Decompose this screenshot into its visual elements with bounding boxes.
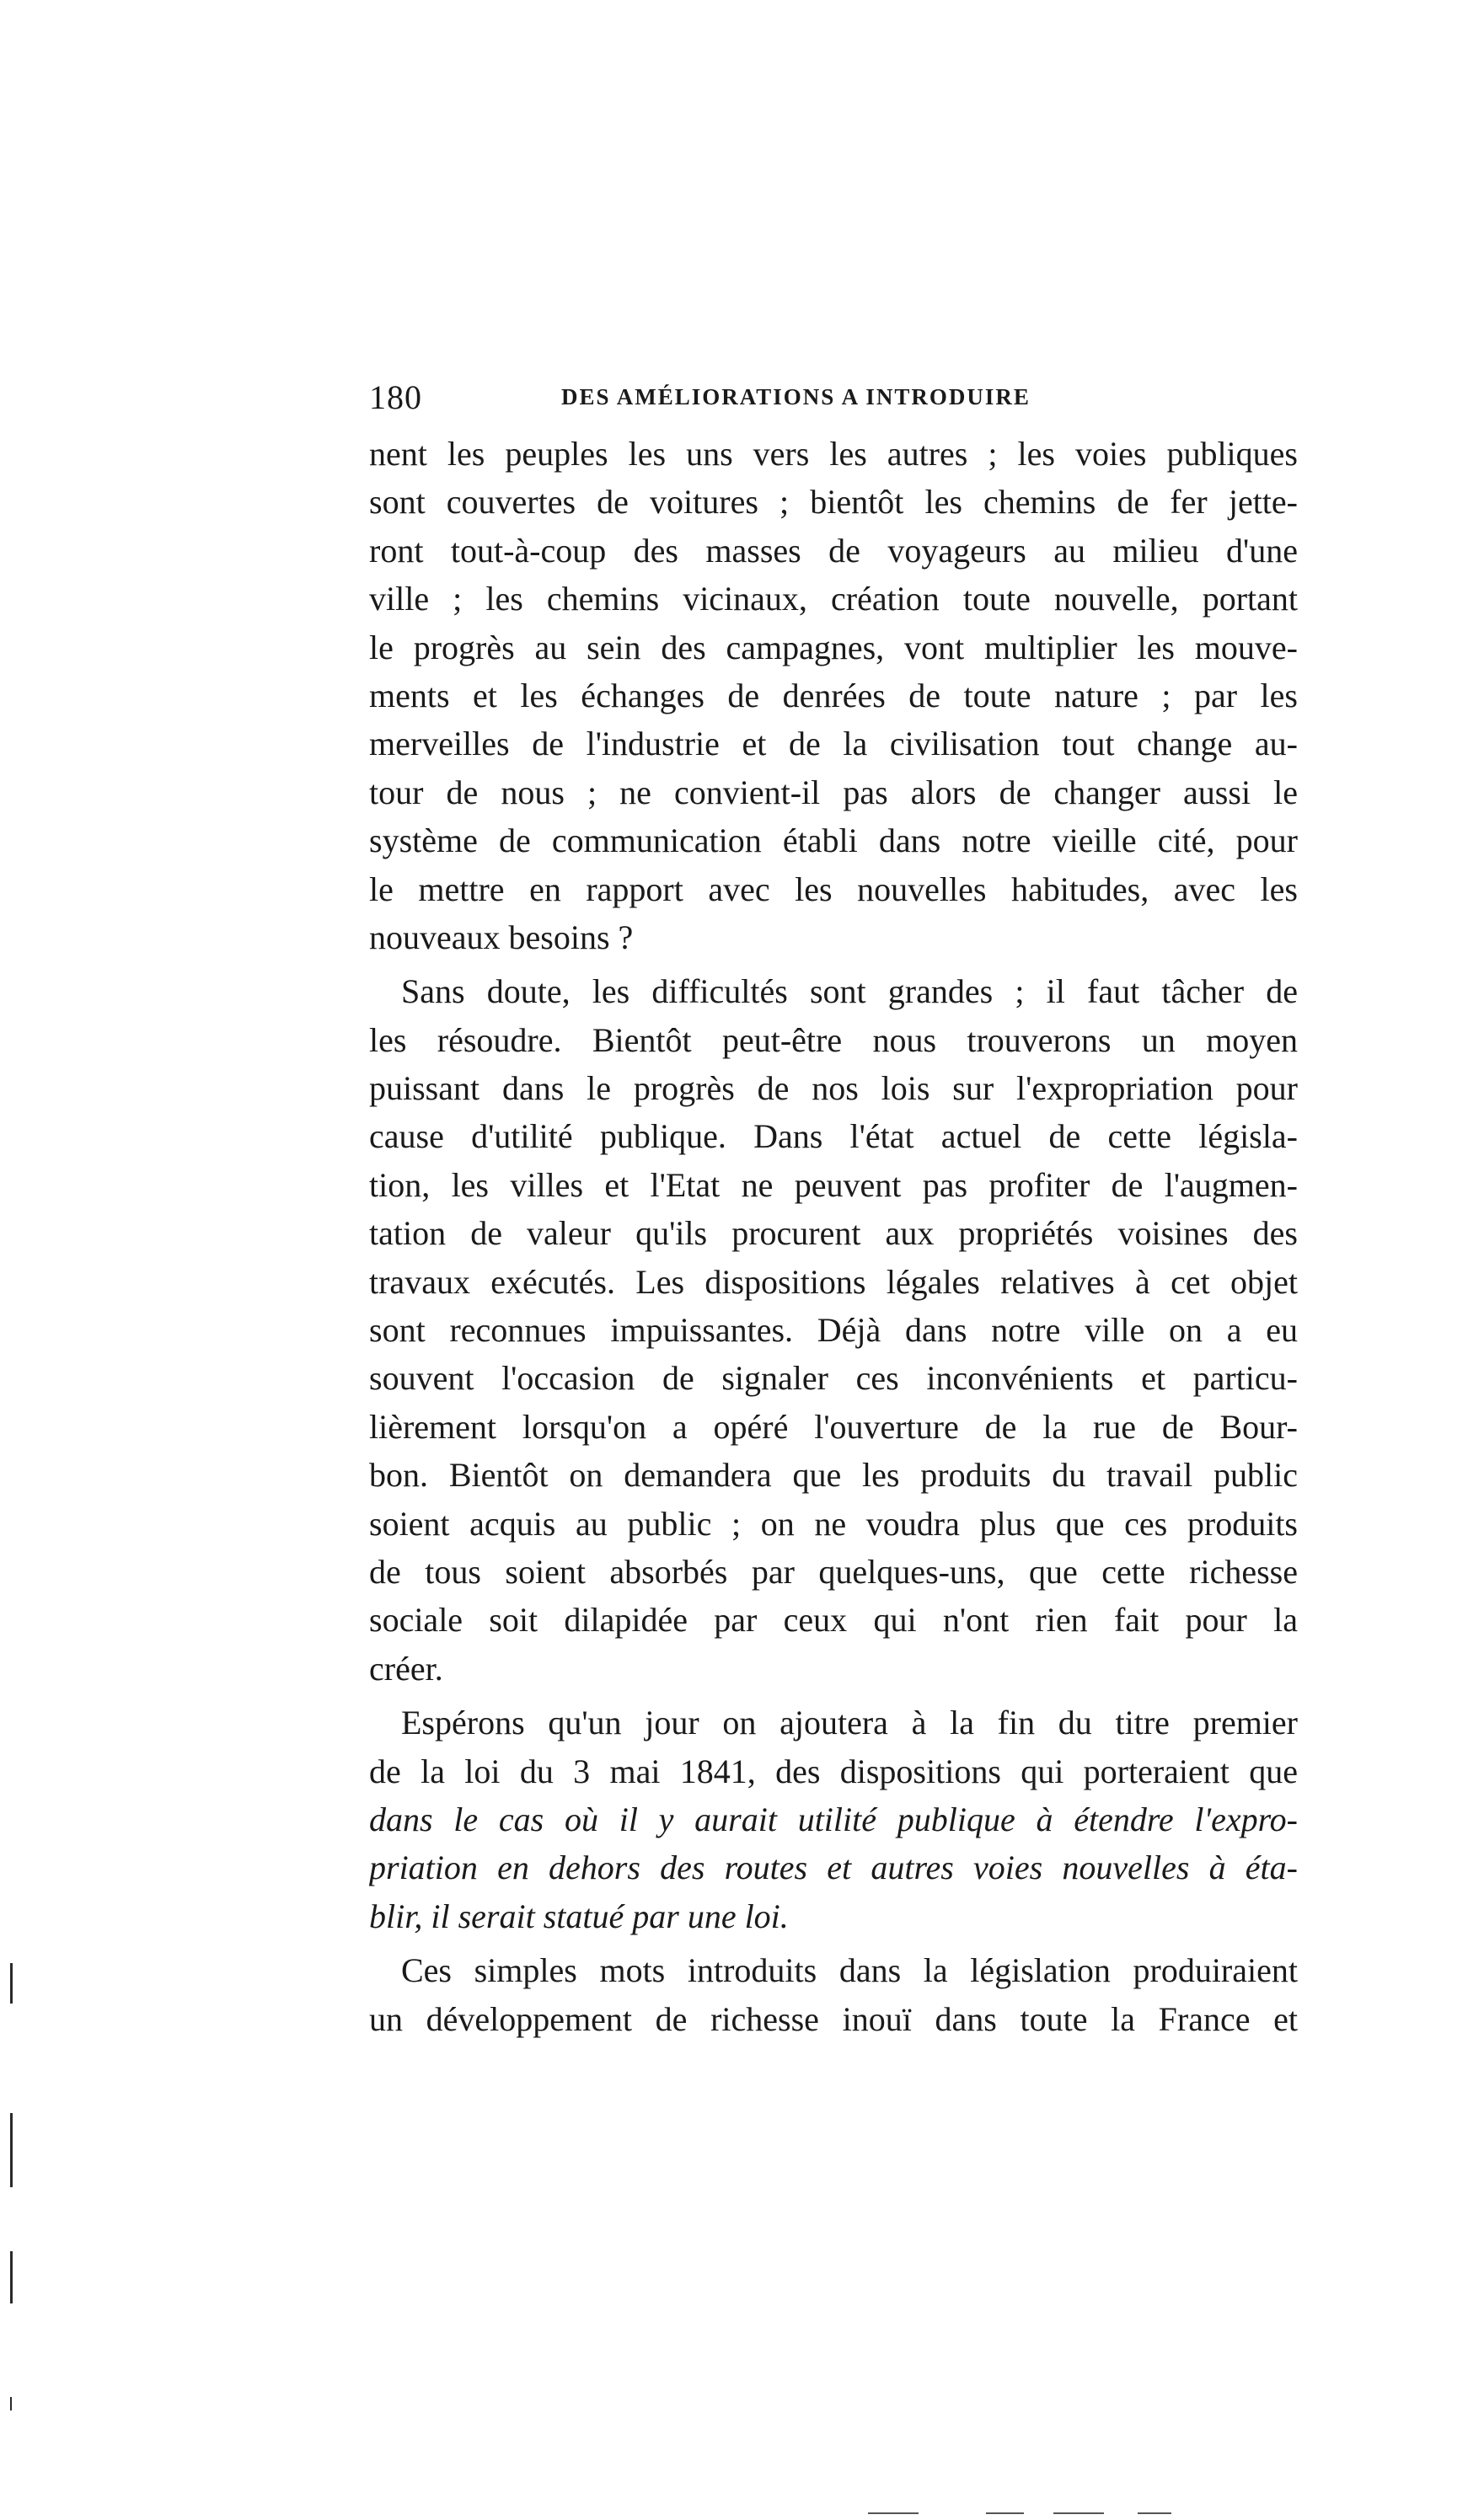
- text-line: le progrès au sein des campagnes, vont multiplier les mouve-: [369, 628, 1298, 666]
- text-line: puissant dans le progrès de nos lois sur l'expropriation pour: [369, 1069, 1298, 1108]
- text-line: tion, les villes et l'Etat ne peuvent pas profiter de l'augmen-: [369, 1165, 1298, 1204]
- scan-bottom-rule: [1138, 2512, 1171, 2514]
- italic-text-line: priation en dehors des routes et autres voies nouvelles à éta-: [369, 1849, 1298, 1887]
- paragraph-1: [369, 430, 1298, 961]
- italic-text-line: dans le cas où il y aurait utilité publique à étendre l'expro-: [369, 1800, 1298, 1838]
- text-line: travaux exécutés. Les dispositions légales relatives à cet objet: [369, 1262, 1298, 1301]
- scan-margin-mark: [10, 1963, 13, 2004]
- text-line: merveilles de l'industrie et de la civilisation tout change au-: [369, 725, 1298, 763]
- page-header: [369, 377, 1313, 420]
- text-line: les résoudre. Bientôt peut-être nous trouverons un moyen: [369, 1020, 1298, 1059]
- scan-bottom-rule: [868, 2512, 919, 2514]
- text-line: cause d'utilité publique. Dans l'état actuel de cette législa-: [369, 1117, 1298, 1156]
- body-text: [369, 430, 1298, 2043]
- text-line: souvent l'occasion de signaler ces inconvénients et particu-: [369, 1359, 1298, 1398]
- paragraph-3: [369, 1699, 1298, 1940]
- text-line: sociale soit dilapidée par ceux qui n'ont rien fait pour la: [369, 1601, 1298, 1640]
- text-line: sont reconnues impuissantes. Déjà dans notre ville on a eu: [369, 1311, 1298, 1350]
- text-line: créer.: [369, 1649, 443, 1688]
- page-number: 180: [369, 378, 422, 416]
- text-line: sont couvertes de voitures ; bientôt les chemins de fer jette-: [369, 483, 1298, 522]
- scan-bottom-rule: [1053, 2512, 1104, 2514]
- paragraph-4: [369, 1946, 1298, 2043]
- text-line: nent les peuples les uns vers les autres ; les voies publiques: [369, 435, 1298, 473]
- running-title: DES AMÉLIORATIONS A INTRODUIRE: [561, 384, 1031, 409]
- text-line: le mettre en rapport avec les nouvelles habitudes, avec les: [369, 869, 1298, 908]
- text-line: lièrement lorsqu'on a opéré l'ouverture de la rue de Bour-: [369, 1407, 1298, 1446]
- text-line: nouveaux besoins ?: [369, 918, 634, 956]
- text-line: Sans doute, les difficultés sont grandes ; il faut tâcher de: [401, 972, 1298, 1011]
- text-line: tour de nous ; ne convient-il pas alors de changer aussi le: [369, 773, 1298, 811]
- scan-margin-mark: [10, 2113, 13, 2187]
- text-line: tation de valeur qu'ils procurent aux propriétés voisines des: [369, 1214, 1298, 1253]
- text-line: de tous soient absorbés par quelques-uns, que cette richesse: [369, 1552, 1298, 1591]
- scan-margin-mark: [10, 2251, 13, 2303]
- text-line: ront tout-à-coup des masses de voyageurs au milieu d'une: [369, 531, 1298, 570]
- text-line: soient acquis au public ; on ne voudra plus que ces produits: [369, 1504, 1298, 1543]
- text-line: ville ; les chemins vicinaux, création toute nouvelle, portant: [369, 580, 1298, 618]
- text-line: ments et les échanges de denrées de toute nature ; par les: [369, 676, 1298, 714]
- text-line: de la loi du 3 mai 1841, des dispositions qui porteraient que: [369, 1752, 1298, 1790]
- text-line: bon. Bientôt on demandera que les produits du travail public: [369, 1456, 1298, 1495]
- scan-bottom-rule: [986, 2512, 1024, 2514]
- text-line: Ces simples mots introduits dans la législation produiraient: [401, 1951, 1298, 1990]
- italic-text-line: blir, il serait statué par une loi.: [369, 1897, 789, 1935]
- scan-margin-mark: [10, 2397, 12, 2410]
- paragraph-2: [369, 967, 1298, 1693]
- text-line: un développement de richesse inouï dans toute la France et: [369, 1999, 1298, 2038]
- text-line: Espérons qu'un jour on ajoutera à la fin du titre premier: [401, 1704, 1298, 1742]
- text-line: système de communication établi dans notre vieille cité, pour: [369, 821, 1298, 860]
